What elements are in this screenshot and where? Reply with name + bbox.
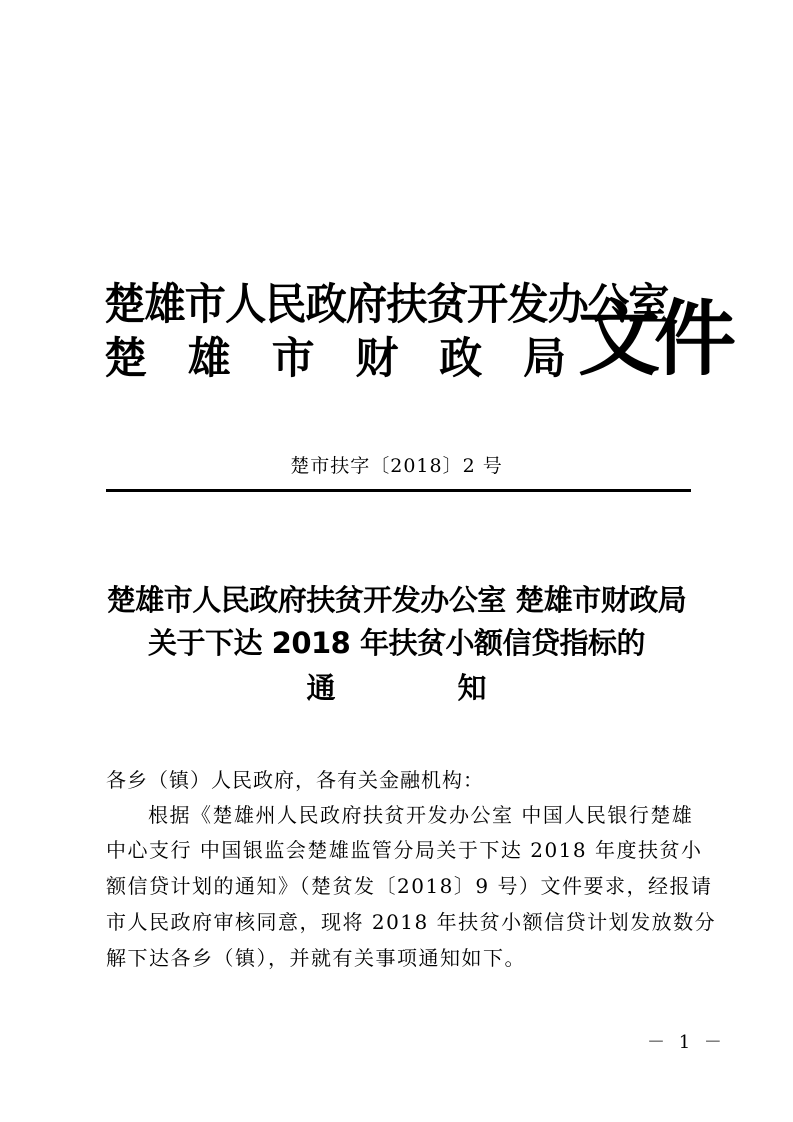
issuer-char: 局 (522, 334, 566, 384)
title-char-tong: 通 (306, 671, 336, 705)
issuer-name-finance-bureau (104, 332, 566, 386)
salutation: 各乡（镇）人民政府，各有关金融机构： (106, 768, 484, 792)
paragraph-line: 解下达各乡（镇），并就有关事项通知如下。 (106, 946, 526, 970)
document-title-line-2: 关于下达 2018 年扶贫小额信贷指标的 (148, 626, 645, 660)
document-number: 楚市扶字〔2018〕2 号 (290, 455, 503, 477)
document-title-line-3 (0, 668, 793, 708)
issuer-char: 雄 (187, 334, 231, 384)
document-type-label: 文件 (578, 292, 731, 387)
paragraph-line: 根据《楚雄州人民政府扶贫开发办公室 中国人民银行楚雄 (148, 803, 694, 827)
paragraph-line: 中心支行 中国银监会楚雄监管分局关于下达 2018 年度扶贫小 (106, 838, 703, 862)
issuer-char: 楚 (104, 334, 147, 384)
page-number: － 1 － (647, 1032, 726, 1053)
document-title-line-1: 楚雄市人民政府扶贫开发办公室 楚雄市财政局 (106, 583, 687, 617)
issuer-char: 市 (271, 334, 315, 384)
issuer-name-poverty-office: 楚雄市人民政府扶贫开发办公室 (104, 280, 669, 330)
title-char-zhi: 知 (457, 671, 487, 705)
header-divider (106, 489, 691, 492)
paragraph-line: 市人民政府审核同意，现将 2018 年扶贫小额信贷计划发放数分 (106, 910, 717, 934)
issuer-char: 政 (439, 334, 483, 384)
issuer-char: 财 (355, 334, 399, 384)
paragraph-line: 额信贷计划的通知》（楚贫发〔2018〕9 号）文件要求，经报请 (106, 874, 713, 898)
